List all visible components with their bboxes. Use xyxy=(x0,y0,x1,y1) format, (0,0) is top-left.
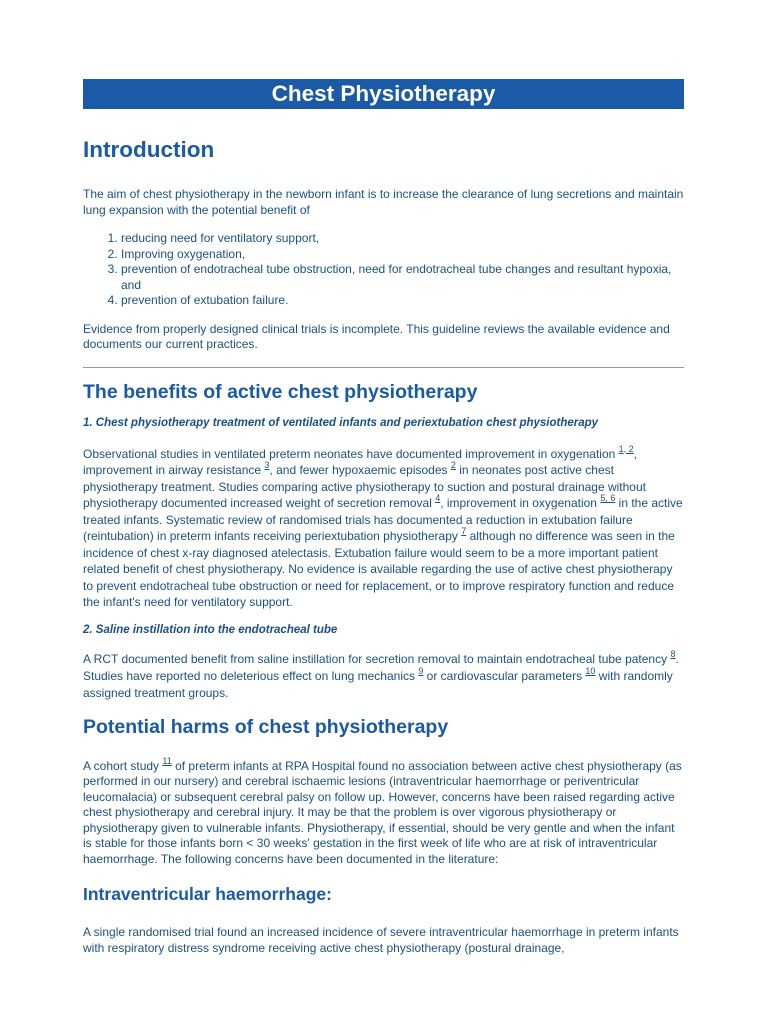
reference-link[interactable]: 9 xyxy=(418,665,424,676)
reference-link[interactable]: 8 xyxy=(670,648,676,659)
reference-link[interactable]: 4 xyxy=(435,493,441,503)
benefits-list xyxy=(83,231,684,309)
reference-link[interactable]: 10 xyxy=(585,665,596,676)
reference-link[interactable]: 5, 6 xyxy=(600,493,616,503)
benefits-subheading-2: 2. Saline instillation into the endotracheal tube xyxy=(83,623,338,636)
evidence-paragraph: Evidence from properly designed clinical trials is incomplete. This guideline reviews the available evidence and documents our current practices. xyxy=(83,321,670,351)
reference-link[interactable]: 11 xyxy=(162,755,172,766)
reference-link[interactable]: 3 xyxy=(264,460,270,470)
reference-link[interactable]: 1, 2 xyxy=(618,443,634,454)
list-item: 2. Improving oxygenation, xyxy=(121,247,684,263)
document-page xyxy=(83,79,684,956)
intro-paragraph: The aim of chest physiotherapy in the newborn infant is to increase the clearance of lung secretions and maintain lung expansion with the potential benefit of xyxy=(83,187,684,217)
benefits-paragraph-2: A RCT documented benefit from saline instillation for secretion removal to maintain endotracheal tube patency $^8$. Studies have reported no deleterious effect on lung mechanics $^9$ or cardiovascular parameters $^{10}$ with randomly assigned treatment groups. xyxy=(83,648,679,700)
benefits-paragraph-1: Observational studies in ventilated preterm neonates have documented improvement in oxygenation $^{1, 2}$, improvement in airway resistance $^3$, and fewer hypoxaemic episodes $^2$ in neonates post active chest physiotherapy treatment. Studies comparing active physiotherapy to suction and postural drainage without physiotherapy documented increased weight of secretion removal $^4$, improvement in oxygenation $^{5, 6}$ in the active treated infants. Systematic review of randomised trials has documented a reduction in extubation failure (reintubation) in preterm infants receiving periextubation physiotherapy $^7$ although no difference was seen in the incidence of chest x-ray diagnosed atelectasis. Extubation failure would seem to be a more important patient related benefit of chest physiotherapy. No evidence is available regarding the use of active chest physiotherapy to prevent endotracheal tube obstruction or need for replacement, or to improve respiratory function and reduce the infant's need for ventilatory support. xyxy=(83,443,683,609)
reference-link[interactable]: 2 xyxy=(450,460,456,470)
ivh-heading: Intraventricular haemorrhage: xyxy=(83,884,332,904)
list-item: 3. prevention of endotracheal tube obstruction, need for endotracheal tube changes and resultant hypoxia, and xyxy=(121,262,684,293)
benefits-subheading-1: 1. Chest physiotherapy treatment of ventilated infants and periextubation chest physiotherapy xyxy=(83,416,599,429)
introduction-heading: Introduction xyxy=(83,137,215,162)
harms-paragraph: A cohort study $^{11}$ of preterm infants at RPA Hospital found no association between active chest physiotherapy (as performed in our nursery) and cerebral ischaemic lesions (intraventricular haemorrhage or periventricular leucomalacia) or subsequent cerebral palsy on follow up. However, concerns have been raised regarding active chest physiotherapy and cerebral injury. It may be that the problem is over vigorous physiotherapy or physiotherapy given to vulnerable infants. Physiotherapy, if essential, should be very gentle and when the infant is stable for those infants born < 30 weeks' gestation in the first week of life who are at risk of intraventricular haemorrhage. The following concerns have been documented in the literature: xyxy=(83,755,682,866)
page-title: Chest Physiotherapy xyxy=(83,79,684,109)
reference-link[interactable]: 7 xyxy=(461,526,467,536)
list-item: 1. reducing need for ventilatory support, xyxy=(121,231,684,247)
ivh-paragraph: A single randomised trial found an increased incidence of severe intraventricular haemorrhage in preterm infants with respiratory distress syndrome receiving active chest physiotherapy (postural drainage, xyxy=(83,925,679,955)
section-divider xyxy=(83,367,684,368)
harms-heading: Potential harms of chest physiotherapy xyxy=(83,715,449,738)
list-item: 4. prevention of extubation failure. xyxy=(121,293,684,309)
benefits-heading: The benefits of active chest physiotherapy xyxy=(83,380,478,403)
